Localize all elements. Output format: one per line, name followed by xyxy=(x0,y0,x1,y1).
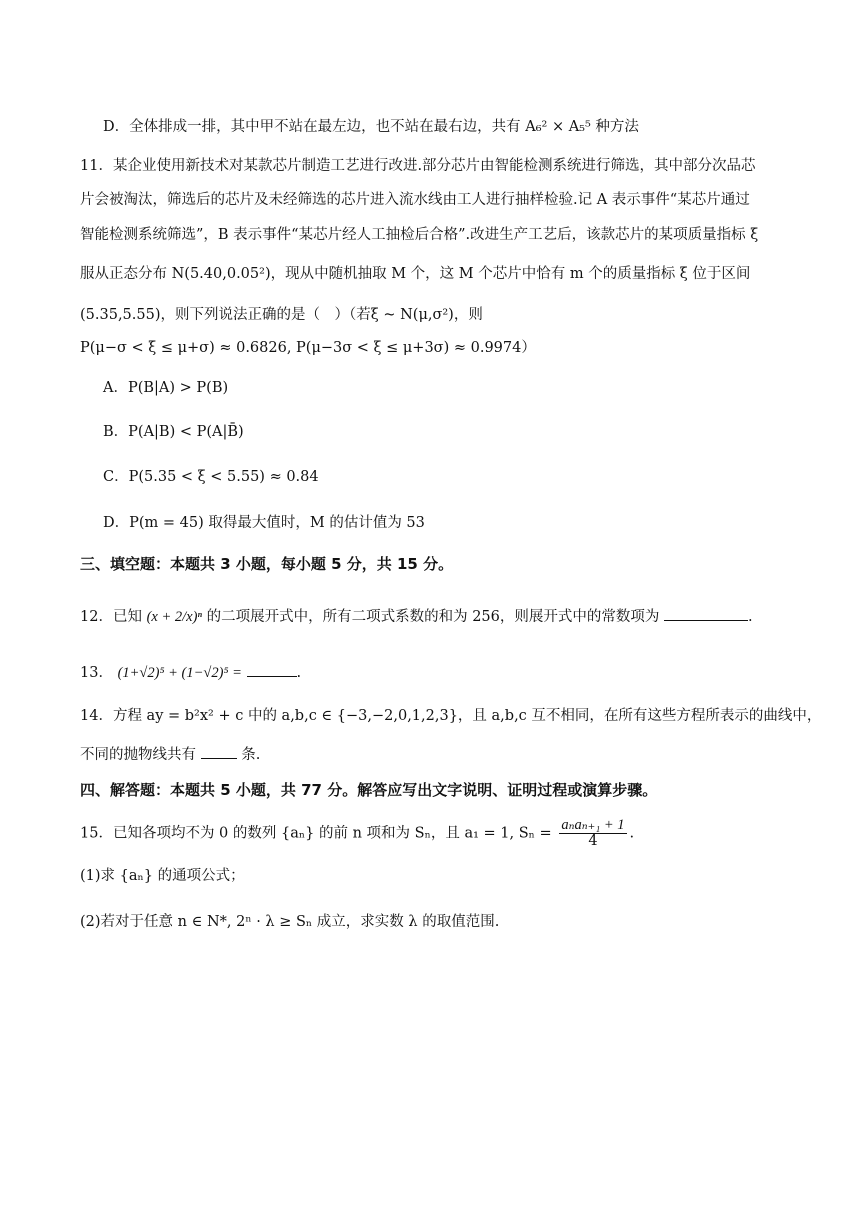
question-15-text: 15．已知各项均不为 0 的数列 {aₙ} 的前 n 项和为 Sₙ，且 a₁ = 1, Sₙ = xyxy=(80,825,552,842)
option-c: C．P(5.35 < ξ < 5.55) ≈ 0.84 xyxy=(103,469,319,485)
answer-blank-13[interactable] xyxy=(247,662,297,677)
question-11-line-4: 服从正态分布 N(5.40,0.05²)，现从中随机抽取 M 个，这 M 个芯片中恰有 m 个的质量指标 ξ 位于区间 xyxy=(80,266,751,282)
question-14-line-1: 14．方程 ay = b²x² + c 中的 a,b,c ∈ {−3,−2,0,1,2,3}，且 a,b,c 互不相同，在所有这些方程所表示的曲线中， xyxy=(80,708,822,724)
question-13 xyxy=(80,662,301,683)
question-15 xyxy=(80,818,634,849)
question-11-line-6: P(μ−σ < ξ ≤ μ+σ) ≈ 0.6826, P(μ−3σ < ξ ≤ μ+3σ) ≈ 0.9974） xyxy=(80,340,536,356)
section-3-heading: 三、填空题：本题共 3 小题，每小题 5 分，共 15 分。 xyxy=(80,555,454,573)
question-15-period: . xyxy=(629,825,635,842)
answer-blank-12[interactable] xyxy=(664,606,748,621)
question-14-suffix: 条. xyxy=(241,747,261,763)
option-d-line-10: D．全体排成一排，其中甲不站在最左边，也不站在最右边，共有 A₆² × A₅⁵ 种方法 xyxy=(103,119,639,135)
option-b: B．P(A|B) < P(A|B̄) xyxy=(103,424,244,440)
question-12-text: 的二项展开式中，所有二项式系数的和为 256，则展开式中的常数项为 xyxy=(206,609,660,625)
question-15-part-2: (2)若对于任意 n ∈ N*, 2ⁿ · λ ≥ Sₙ 成立，求实数 λ 的取值范围. xyxy=(80,914,500,930)
question-12-period: . xyxy=(748,609,753,625)
question-13-expression: (1+√2)⁵ + (1−√2)⁵ = xyxy=(117,665,242,681)
binomial-expression: (x + 2/x)ⁿ xyxy=(146,609,202,625)
question-14-text: 不同的抛物线共有 xyxy=(80,747,196,763)
question-11-line-5: (5.35,5.55)，则下列说法正确的是（ ）（若ξ ~ N(μ,σ²)，则 xyxy=(80,307,483,323)
fraction-sn xyxy=(559,818,626,849)
question-12-prefix: 12．已知 xyxy=(80,609,142,625)
question-11-line-1: 11．某企业使用新技术对某款芯片制造工艺进行改进.部分芯片由智能检测系统进行筛选，其中部分次品芯 xyxy=(80,158,756,174)
fraction-denominator: 4 xyxy=(588,833,598,849)
question-11-line-3: 智能检测系统筛选”，B 表示事件“某芯片经人工抽检后合格”.改进生产工艺后，该款芯片的某项质量指标 ξ xyxy=(80,227,759,243)
question-15-part-1: (1)求 {aₙ} 的通项公式； xyxy=(80,868,245,884)
answer-blank-14[interactable] xyxy=(201,744,237,759)
question-13-prefix: 13． xyxy=(80,665,113,681)
question-13-period: . xyxy=(296,665,302,681)
question-12 xyxy=(80,606,753,627)
option-d: D．P(m = 45) 取得最大值时，M 的估计值为 53 xyxy=(103,515,425,531)
question-11-line-2: 片会被淘汰，筛选后的芯片及未经筛选的芯片进入流水线由工人进行抽样检验.记 A 表示事件“某芯片通过 xyxy=(80,192,750,208)
question-14-line-2 xyxy=(80,744,260,765)
option-a: A．P(B|A) > P(B) xyxy=(103,380,229,396)
fraction-numerator: aₙaₙ₊₁ + 1 xyxy=(561,817,625,833)
section-4-heading: 四、解答题：本题共 5 小题，共 77 分。解答应写出文字说明、证明过程或演算步骤。 xyxy=(80,781,658,799)
